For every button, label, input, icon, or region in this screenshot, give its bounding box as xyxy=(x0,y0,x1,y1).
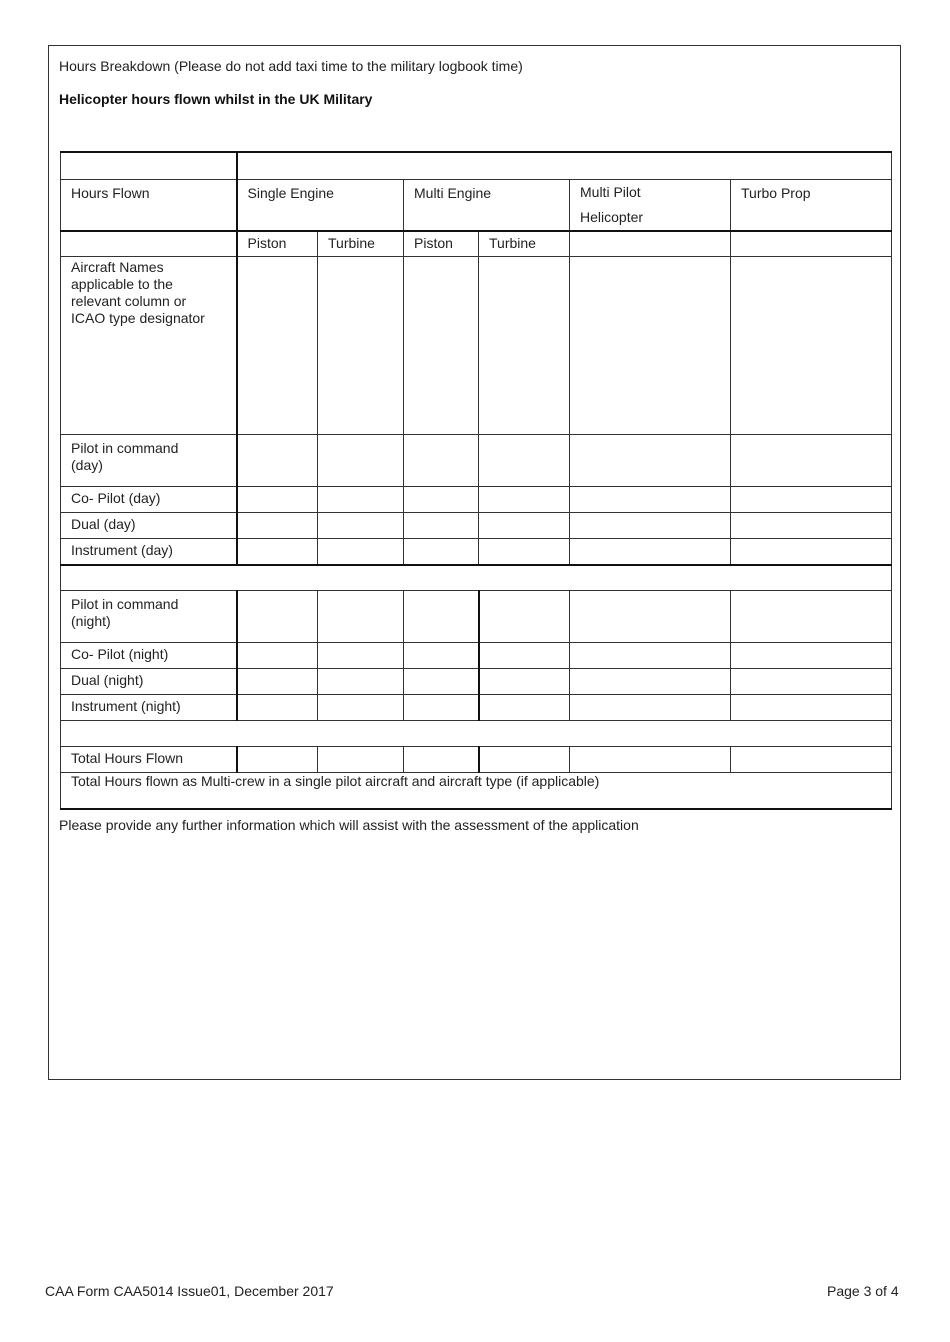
entry-cell[interactable] xyxy=(237,539,318,565)
blank-cell[interactable] xyxy=(237,152,892,179)
row-label: Pilot in command (day) xyxy=(61,435,237,487)
multi-pilot-line1: Multi Pilot xyxy=(580,183,641,200)
instrument-day-row xyxy=(61,539,892,565)
multi-pilot-line2: Helicopter xyxy=(580,208,644,225)
total-hours-row xyxy=(61,747,892,773)
entry-cell[interactable] xyxy=(404,643,479,669)
blank-cell[interactable] xyxy=(61,231,237,257)
entry-cell[interactable] xyxy=(318,487,404,513)
entry-cell[interactable] xyxy=(479,435,570,487)
entry-cell[interactable] xyxy=(404,539,479,565)
entry-cell[interactable] xyxy=(318,643,404,669)
instrument-night-row xyxy=(61,695,892,721)
row-label: Co- Pilot (night) xyxy=(61,643,237,669)
header-row xyxy=(61,179,892,231)
row-label: Instrument (night) xyxy=(61,695,237,721)
entry-cell[interactable] xyxy=(237,487,318,513)
further-information-prompt: Please provide any further information which will assist with the assessment of the application xyxy=(59,817,639,833)
entry-cell[interactable] xyxy=(318,513,404,539)
entry-cell[interactable] xyxy=(731,669,892,695)
entry-cell[interactable] xyxy=(479,669,570,695)
multi-pilot-helicopter-header xyxy=(570,179,731,231)
entry-cell[interactable] xyxy=(731,747,892,773)
entry-cell[interactable] xyxy=(570,487,731,513)
subheader-row xyxy=(61,231,892,257)
entry-cell[interactable] xyxy=(237,695,318,721)
section-subtitle: Helicopter hours flown whilst in the UK Military xyxy=(59,91,373,107)
spacer-row xyxy=(61,565,892,591)
blank-cell[interactable] xyxy=(570,231,731,257)
entry-cell[interactable] xyxy=(237,435,318,487)
multi-crew-label[interactable]: Total Hours flown as Multi-crew in a single pilot aircraft and aircraft type (if applicable) xyxy=(61,773,892,809)
entry-cell[interactable] xyxy=(404,747,479,773)
entry-cell[interactable] xyxy=(731,539,892,565)
turbo-prop-header: Turbo Prop xyxy=(731,179,892,231)
multi-turbine-header: Turbine xyxy=(479,231,570,257)
entry-cell[interactable] xyxy=(404,591,479,643)
aircraft-names-row xyxy=(61,257,892,435)
blank-cell[interactable] xyxy=(731,231,892,257)
entry-cell[interactable] xyxy=(237,513,318,539)
row-label: Instrument (day) xyxy=(61,539,237,565)
entry-cell[interactable] xyxy=(570,643,731,669)
multi-piston-header: Piston xyxy=(404,231,479,257)
entry-cell[interactable] xyxy=(731,435,892,487)
aircraft-names-label: Aircraft Names applicable to the relevant column or ICAO type designator xyxy=(61,257,237,435)
entry-cell[interactable] xyxy=(479,539,570,565)
multi-engine-header: Multi Engine xyxy=(404,179,570,231)
entry-cell[interactable] xyxy=(404,257,479,435)
entry-cell[interactable] xyxy=(318,435,404,487)
blank-cell xyxy=(61,565,892,591)
spacer-row xyxy=(61,721,892,747)
entry-cell[interactable] xyxy=(570,257,731,435)
entry-cell[interactable] xyxy=(237,591,318,643)
single-turbine-header: Turbine xyxy=(318,231,404,257)
entry-cell[interactable] xyxy=(318,669,404,695)
pic-night-row xyxy=(61,591,892,643)
entry-cell[interactable] xyxy=(404,487,479,513)
entry-cell[interactable] xyxy=(570,669,731,695)
copilot-night-row xyxy=(61,643,892,669)
multi-crew-row xyxy=(61,773,892,809)
row-label: Dual (night) xyxy=(61,669,237,695)
entry-cell[interactable] xyxy=(404,513,479,539)
entry-cell[interactable] xyxy=(318,257,404,435)
hours-flown-header: Hours Flown xyxy=(61,179,237,231)
row-label: Pilot in command (night) xyxy=(61,591,237,643)
page-number: Page 3 of 4 xyxy=(827,1283,899,1299)
single-piston-header: Piston xyxy=(237,231,318,257)
entry-cell[interactable] xyxy=(318,747,404,773)
entry-cell[interactable] xyxy=(570,513,731,539)
entry-cell[interactable] xyxy=(318,695,404,721)
entry-cell[interactable] xyxy=(731,643,892,669)
dual-night-row xyxy=(61,669,892,695)
entry-cell[interactable] xyxy=(570,695,731,721)
entry-cell[interactable] xyxy=(404,695,479,721)
entry-cell[interactable] xyxy=(479,487,570,513)
dual-day-row xyxy=(61,513,892,539)
entry-cell[interactable] xyxy=(237,643,318,669)
entry-cell[interactable] xyxy=(570,591,731,643)
entry-cell[interactable] xyxy=(237,669,318,695)
entry-cell[interactable] xyxy=(479,695,570,721)
entry-cell[interactable] xyxy=(237,747,318,773)
entry-cell[interactable] xyxy=(570,539,731,565)
pic-day-row xyxy=(61,435,892,487)
entry-cell[interactable] xyxy=(479,591,570,643)
row-label: Co- Pilot (day) xyxy=(61,487,237,513)
entry-cell[interactable] xyxy=(570,435,731,487)
entry-cell[interactable] xyxy=(570,747,731,773)
hours-breakdown-instruction: Hours Breakdown (Please do not add taxi time to the military logbook time) xyxy=(59,58,523,74)
entry-cell[interactable] xyxy=(237,257,318,435)
entry-cell[interactable] xyxy=(731,591,892,643)
blank-cell[interactable] xyxy=(61,152,237,179)
entry-cell[interactable] xyxy=(731,487,892,513)
hours-table xyxy=(60,151,892,810)
entry-cell[interactable] xyxy=(731,513,892,539)
form-reference: CAA Form CAA5014 Issue01, December 2017 xyxy=(45,1283,334,1299)
entry-cell[interactable] xyxy=(479,257,570,435)
entry-cell[interactable] xyxy=(318,539,404,565)
single-engine-header: Single Engine xyxy=(237,179,404,231)
entry-cell[interactable] xyxy=(731,257,892,435)
form-section-frame xyxy=(48,45,901,1080)
entry-cell[interactable] xyxy=(404,435,479,487)
row-label: Total Hours Flown xyxy=(61,747,237,773)
table-top-row xyxy=(61,152,892,179)
copilot-day-row xyxy=(61,487,892,513)
entry-cell[interactable] xyxy=(318,591,404,643)
blank-cell xyxy=(61,721,892,747)
entry-cell[interactable] xyxy=(479,513,570,539)
entry-cell[interactable] xyxy=(479,643,570,669)
row-label: Dual (day) xyxy=(61,513,237,539)
entry-cell[interactable] xyxy=(479,747,570,773)
entry-cell[interactable] xyxy=(731,695,892,721)
entry-cell[interactable] xyxy=(404,669,479,695)
